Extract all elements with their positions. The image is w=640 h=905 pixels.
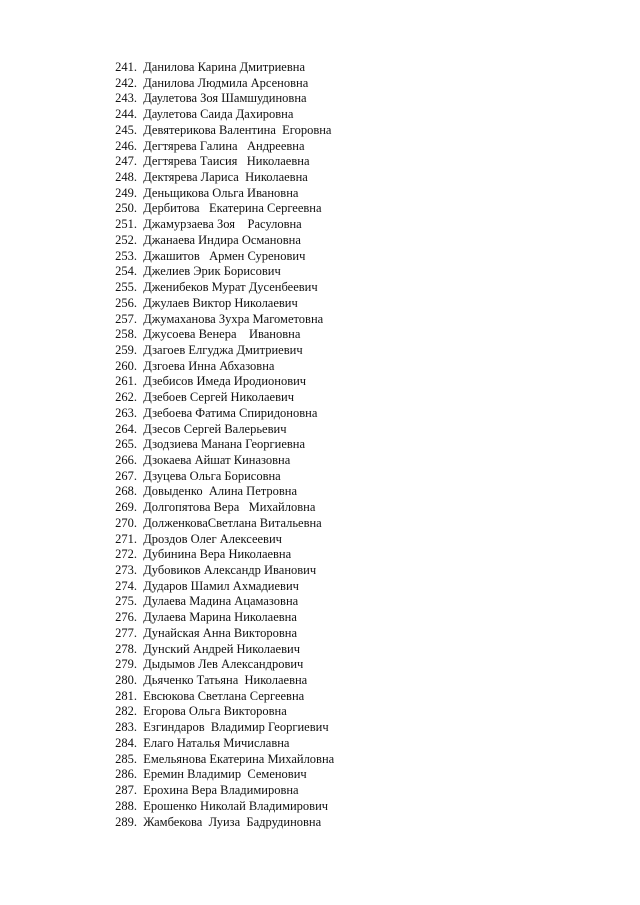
list-item (100, 312, 334, 328)
entry-name: Дзокаева Айшат Киназовна (143, 452, 291, 467)
entry-name: Дзесов Сергей Валерьевич (143, 421, 287, 436)
entry-name: Дзебоев Сергей Николаевич (143, 390, 294, 405)
entry-name: Дунский Андрей Николаевич (143, 641, 300, 656)
entry-number: 269. (115, 500, 137, 515)
list-item (100, 594, 334, 610)
entry-number: 243. (115, 91, 137, 106)
entry-number: 288. (115, 798, 137, 813)
list-item (100, 154, 334, 170)
entry-number: 287. (115, 783, 137, 798)
entry-number: 254. (115, 264, 137, 279)
list-item (100, 484, 334, 500)
list-item (100, 704, 334, 720)
entry-name: Джелиев Эрик Борисович (143, 264, 281, 279)
list-item (100, 327, 334, 343)
list-item (100, 500, 334, 516)
entry-name: Еремин Владимир Семенович (143, 767, 307, 782)
entry-number: 274. (115, 578, 137, 593)
list-item (100, 437, 334, 453)
list-item (100, 815, 334, 831)
entry-number: 286. (115, 767, 137, 782)
entry-name: Егорова Ольга Викторовна (143, 704, 287, 719)
list-item (100, 673, 334, 689)
list-item (100, 201, 334, 217)
entry-name: Джумаханова Зухра Магометовна (143, 311, 324, 326)
entry-number: 244. (115, 107, 137, 122)
list-item (100, 799, 334, 815)
list-item (100, 720, 334, 736)
entry-number: 267. (115, 468, 137, 483)
entry-number: 253. (115, 248, 137, 263)
entry-name: Деньщикова Ольга Ивановна (143, 185, 299, 200)
entry-number: 252. (115, 232, 137, 247)
entry-number: 260. (115, 358, 137, 373)
list-item (100, 374, 334, 390)
entry-name: Даулетова Зоя Шамшудиновна (143, 91, 307, 106)
list-item (100, 736, 334, 752)
list-item (100, 406, 334, 422)
list-item (100, 626, 334, 642)
entry-name: Езгиндаров Владимир Георгиевич (143, 720, 329, 735)
list-item (100, 563, 334, 579)
entry-number: 251. (115, 217, 137, 232)
name-list (100, 60, 334, 830)
entry-name: Ерошенко Николай Владимирович (143, 798, 329, 813)
entry-name: Дыдымов Лев Александрович (143, 657, 304, 672)
entry-name: Девятерикова Валентина Егоровна (143, 122, 332, 137)
entry-name: Долгопятова Вера Михайловна (143, 500, 316, 515)
list-item (100, 642, 334, 658)
entry-name: Дженибеков Мурат Дусенбеевич (143, 280, 318, 295)
list-item (100, 516, 334, 532)
entry-name: Джусоева Венера Ивановна (143, 327, 301, 342)
entry-number: 248. (115, 170, 137, 185)
list-item (100, 453, 334, 469)
list-item (100, 296, 334, 312)
entry-number: 279. (115, 657, 137, 672)
entry-name: Дегтярева Таисия Николаевна (143, 154, 310, 169)
entry-number: 272. (115, 547, 137, 562)
entry-number: 245. (115, 122, 137, 137)
list-item (100, 107, 334, 123)
list-item (100, 249, 334, 265)
entry-number: 263. (115, 405, 137, 420)
list-item (100, 76, 334, 92)
list-item (100, 610, 334, 626)
list-item (100, 233, 334, 249)
entry-number: 283. (115, 720, 137, 735)
list-item (100, 390, 334, 406)
entry-number: 257. (115, 311, 137, 326)
list-item (100, 60, 334, 76)
entry-name: Дзуцева Ольга Борисовна (143, 468, 281, 483)
list-item (100, 657, 334, 673)
entry-name: Дроздов Олег Алексеевич (143, 531, 282, 546)
entry-name: Дубинина Вера Николаевна (143, 547, 292, 562)
entry-number: 249. (115, 185, 137, 200)
entry-number: 261. (115, 374, 137, 389)
entry-name: Дзодзиева Манана Георгиевна (143, 437, 306, 452)
entry-number: 282. (115, 704, 137, 719)
entry-number: 280. (115, 673, 137, 688)
entry-name: Дектярева Лариса Николаевна (143, 170, 308, 185)
entry-number: 277. (115, 625, 137, 640)
entry-name: Дубовиков Александр Иванович (143, 563, 317, 577)
list-item (100, 422, 334, 438)
entry-name: Дзгоева Инна Абхазовна (143, 358, 275, 373)
list-item (100, 264, 334, 280)
entry-name: Дзагоев Елгуджа Дмитриевич (143, 342, 303, 357)
entry-number: 276. (115, 610, 137, 625)
entry-name: Елаго Наталья Мичиславна (143, 735, 290, 750)
entry-number: 284. (115, 735, 137, 750)
entry-name: Евсюкова Светлана Сергеевна (143, 688, 305, 703)
entry-name: Джулаев Виктор Николаевич (143, 295, 298, 310)
entry-name: Дегтярева Галина Андреевна (143, 138, 305, 153)
entry-number: 246. (115, 138, 137, 153)
entry-number: 262. (115, 390, 137, 405)
entry-name: Джамурзаева Зоя Расуловна (143, 217, 302, 232)
entry-number: 285. (115, 751, 137, 766)
list-item (100, 91, 334, 107)
list-item (100, 752, 334, 768)
entry-name: Дзебоева Фатима Спиридоновна (143, 405, 318, 420)
list-item (100, 217, 334, 233)
entry-number: 278. (115, 641, 137, 656)
entry-number: 289. (115, 814, 137, 829)
entry-number: 268. (115, 484, 137, 499)
entry-number: 281. (115, 688, 137, 703)
list-item (100, 469, 334, 485)
list-item (100, 767, 334, 783)
list-item (100, 280, 334, 296)
entry-name: Дербитова Екатерина Сергеевна (143, 201, 322, 216)
entry-number: 258. (115, 327, 137, 342)
list-item (100, 689, 334, 705)
list-item (100, 783, 334, 799)
entry-name: Довыденко Алина Петровна (143, 484, 298, 499)
entry-name: Ерохина Вера Владимировна (143, 783, 299, 798)
list-item (100, 343, 334, 359)
entry-name: Дулаева Мадина Ацамазовна (143, 594, 299, 609)
entry-name: Джашитов Армен Суренович (143, 248, 306, 263)
entry-number: 242. (115, 75, 137, 90)
entry-number: 259. (115, 342, 137, 357)
entry-name: Данилова Карина Дмитриевна (143, 60, 305, 74)
list-item (100, 139, 334, 155)
entry-number: 275. (115, 594, 137, 609)
list-item (100, 532, 334, 548)
entry-number: 264. (115, 421, 137, 436)
entry-name: Дьяченко Татьяна Николаевна (143, 673, 308, 688)
entry-number: 256. (115, 295, 137, 310)
entry-number: 241. (115, 60, 137, 74)
entry-number: 255. (115, 280, 137, 295)
entry-number: 265. (115, 437, 137, 452)
list-item (100, 579, 334, 595)
entry-number: 266. (115, 452, 137, 467)
entry-name: Дзебисов Имеда Иродионович (143, 374, 307, 389)
entry-name: Даулетова Саида Дахировна (143, 107, 294, 122)
entry-number: 270. (115, 515, 137, 530)
entry-number: 271. (115, 531, 137, 546)
entry-name: Джанаева Индира Османовна (143, 232, 301, 247)
entry-name: Дударов Шамил Ахмадиевич (143, 578, 299, 593)
entry-name: Жамбекова Луиза Бадрудиновна (143, 814, 322, 829)
entry-number: 247. (115, 154, 137, 169)
entry-name: Данилова Людмила Арсеновна (143, 75, 309, 90)
entry-name: Емельянова Екатерина Михайловна (143, 751, 335, 766)
entry-number: 273. (115, 563, 137, 577)
entry-number: 250. (115, 201, 137, 216)
list-item (100, 170, 334, 186)
entry-name: Дунайская Анна Викторовна (143, 625, 298, 640)
list-item (100, 359, 334, 375)
entry-name: Дулаева Марина Николаевна (143, 610, 297, 625)
list-item (100, 547, 334, 563)
list-item (100, 123, 334, 139)
entry-name: ДолженковаСветлана Витальевна (143, 515, 322, 530)
list-item (100, 186, 334, 202)
